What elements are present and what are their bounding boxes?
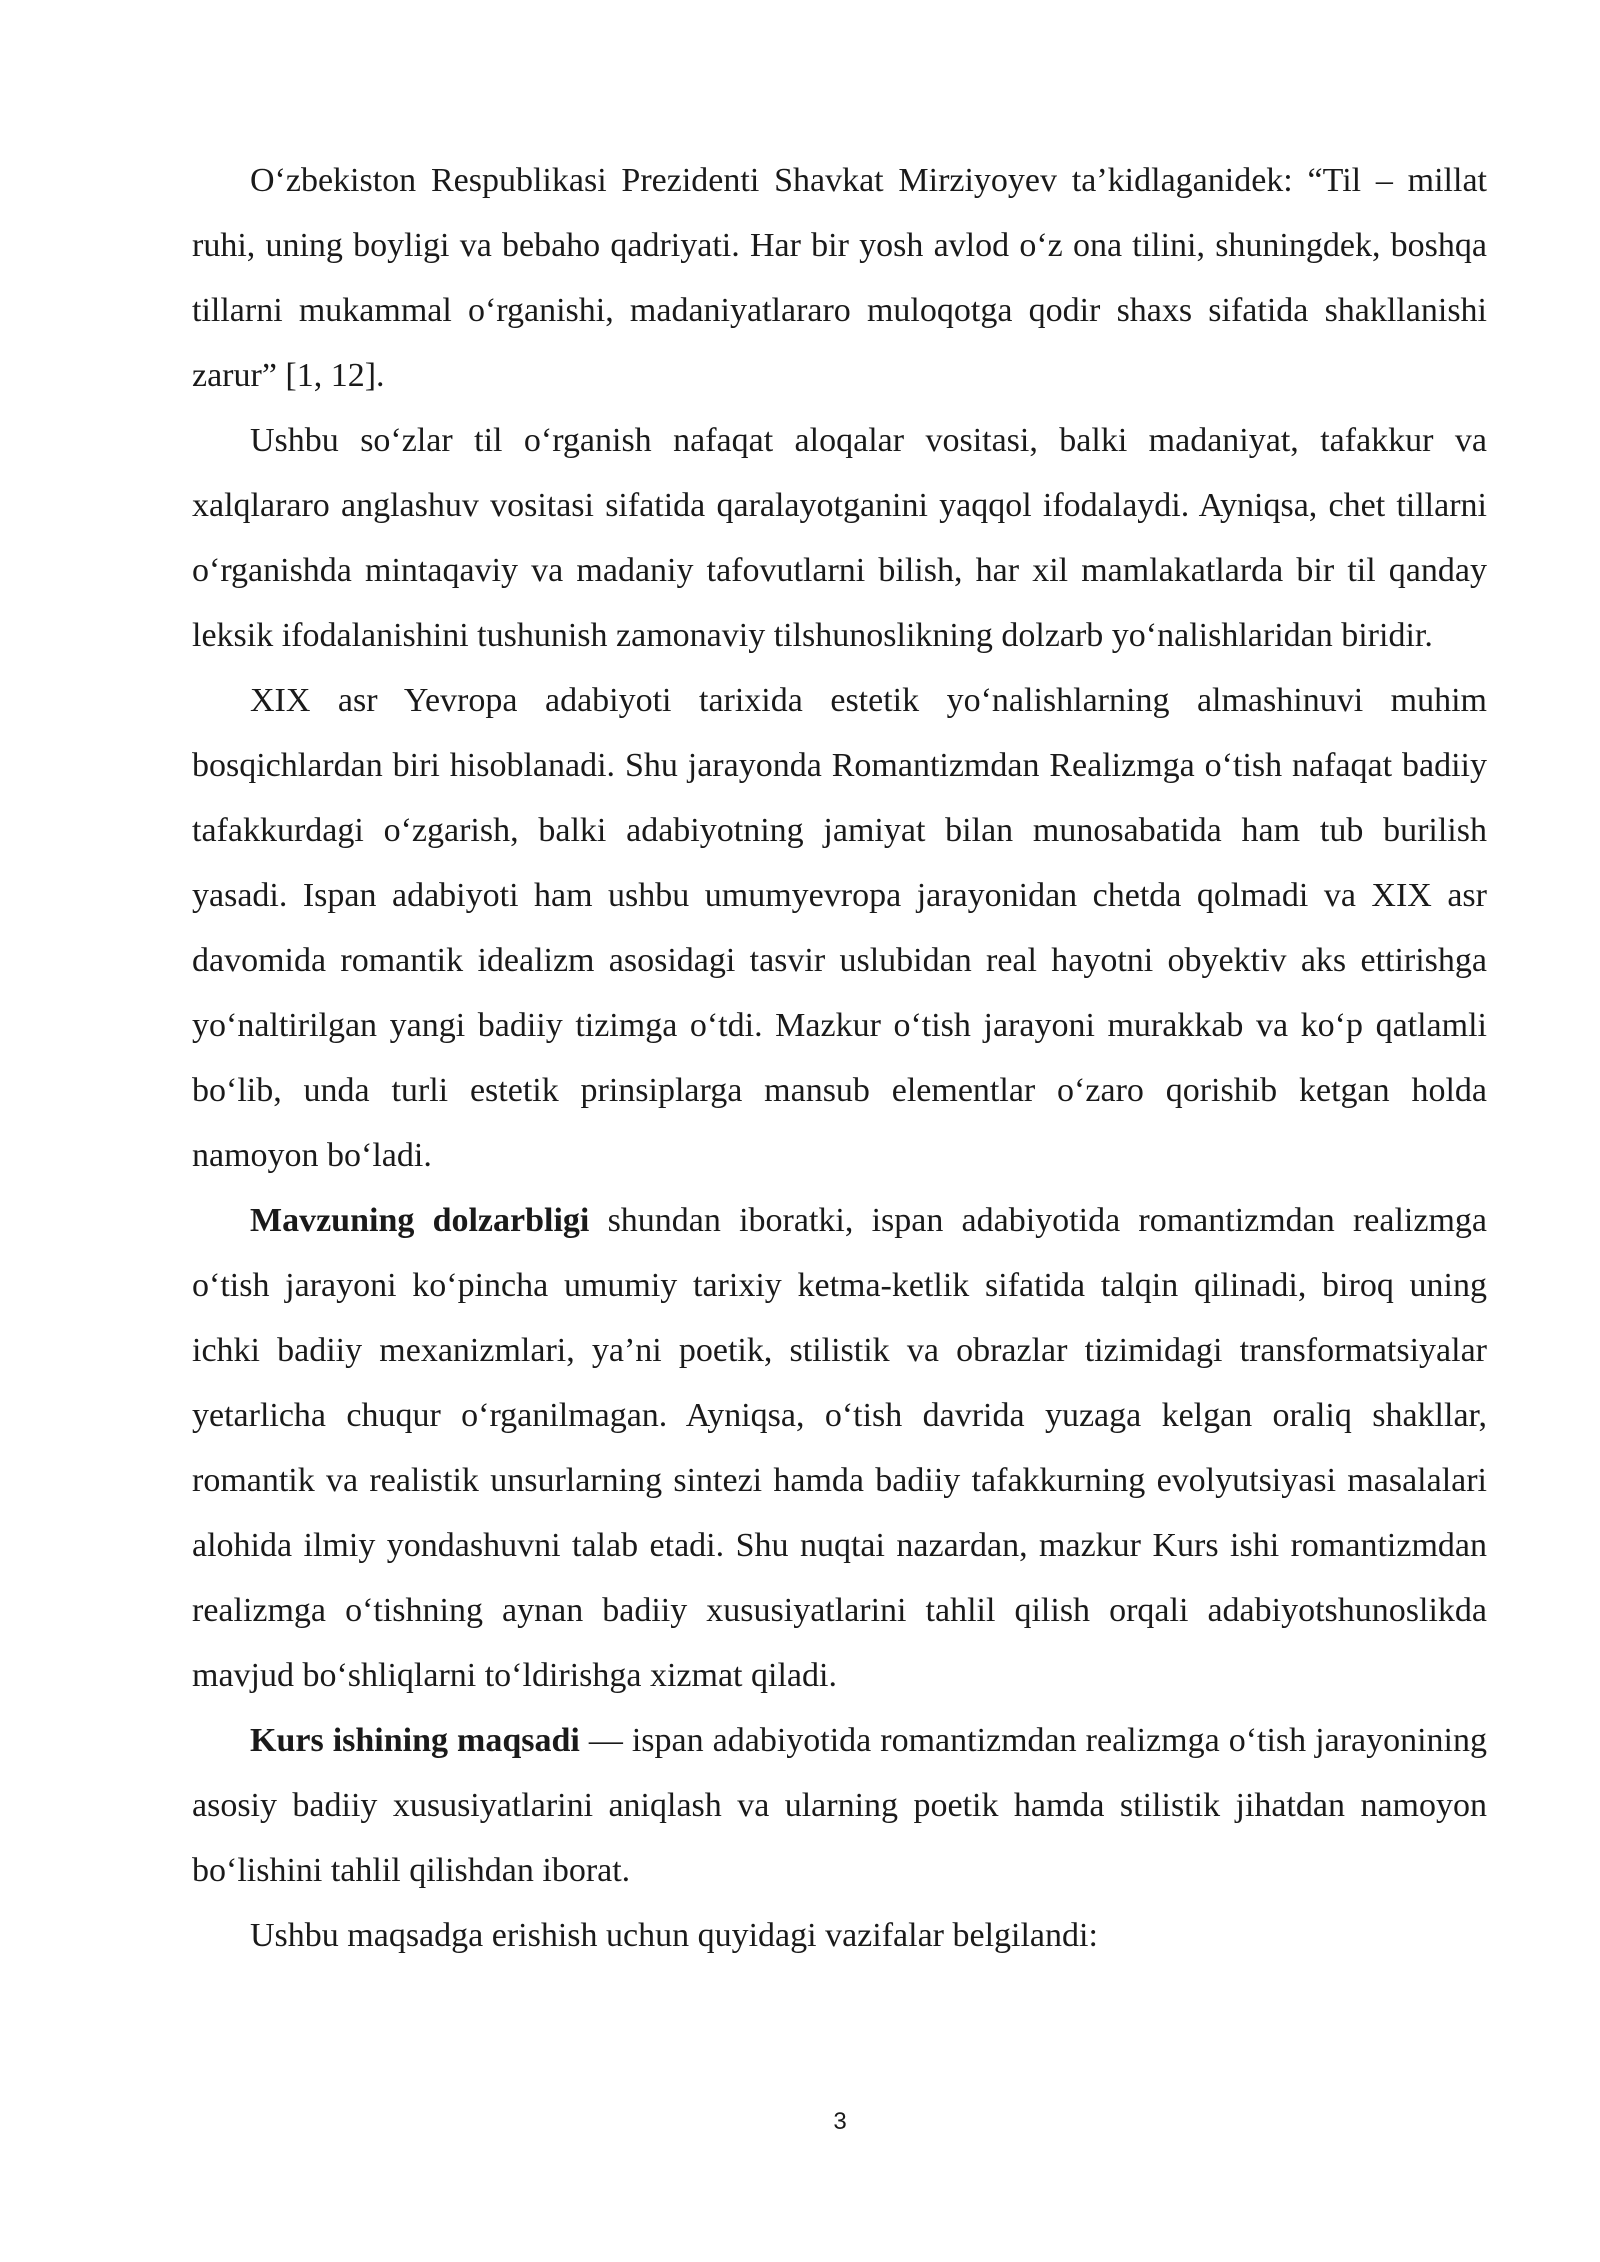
paragraph-relevance (192, 1188, 1487, 1708)
paragraph-text: shundan iboratki, ispan adabiyotida romantizmdan realizmga o‘tish jarayoni ko‘pincha umumiy tarixiy ketma-ketlik sifatida talqin qilinadi, biroq uning ichki badiiy mexanizmlari, ya’ni poetik, stilistik va obrazlar tizimidagi transformatsiyalar yetarlicha chuqur o‘rganilmagan. Ayniqsa, o‘tish davrida yuzaga kelgan oraliq shakllar, romantik va realistik unsurlarning sintezi hamda badiiy tafakkurning evolyutsiyasi masalalari alohida ilmiy yondashuvni talab etadi. Shu nuqtai nazardan, mazkur Kurs ishi romantizmdan realizmga o‘tishning aynan badiiy xususiyatlarini tahlil qilish orqali adabiyotshunoslikda mavjud bo‘shliqlarni to‘ldirishga xizmat qiladi. (192, 1202, 1488, 1694)
paragraph-text: XIX asr Yevropa adabiyoti tarixida estetik yo‘nalishlarning almashinuvi muhim bosqichlardan biri hisoblanadi. Shu jarayonda Romantizmdan Realizmga o‘tish nafaqat badiiy tafakkurdagi o‘zgarish, balki adabiyotning jamiyat bilan munosabatida ham tub burilish yasadi. Ispan adabiyoti ham ushbu umumyevropa jarayonidan chetda qolmadi va XIX asr davomida romantik idealizm asosidagi tasvir uslubidan real hayotni obyektiv aks ettirishga yo‘naltirilgan yangi badiiy tizimga o‘tdi. Mazkur o‘tish jarayoni murakkab va ko‘p qatlamli bo‘lib, unda turli estetik prinsiplarga mansub elementlar o‘zaro qorishib ketgan holda namoyon bo‘ladi. (192, 682, 1487, 1174)
paragraph-text: Ushbu so‘zlar til o‘rganish nafaqat aloqalar vositasi, balki madaniyat, tafakkur va xalqlararo anglashuv vositasi sifatida qaralayotganini yaqqol ifodalaydi. Ayniqsa, chet tillarni o‘rganishda mintaqaviy va madaniy tafovutlarni bilish, har xil mamlakatlarda bir til qanday leksik ifodalanishini tushunish zamonaviy tilshunoslikning dolzarb yo‘nalishlaridan biridir. (192, 422, 1487, 654)
paragraph-goal (192, 1708, 1487, 1903)
paragraph-language-learning (192, 408, 1487, 668)
body-text (192, 148, 1487, 1968)
paragraph-tasks-intro (192, 1903, 1487, 1968)
paragraph-xix-century (192, 668, 1487, 1188)
page-number: 3 (833, 2108, 847, 2135)
paragraph-text: — ispan adabiyotida romantizmdan realizmga o‘tish jarayonining asosiy badiiy xususiyatlarini aniqlash va ularning poetik hamda stilistik jihatdan namoyon bo‘lishini tahlil qilishdan iborat. (192, 1722, 1487, 1889)
paragraph-president-quote (192, 148, 1487, 408)
paragraph-text: Ushbu maqsadga erishish uchun quyidagi vazifalar belgilandi: (250, 1917, 1098, 1954)
paragraph-text: O‘zbekiston Respublikasi Prezidenti Shavkat Mirziyoyev ta’kidlaganidek: “Til – millat ruhi, uning boyligi va bebaho qadriyati. Har bir yosh avlod o‘z ona tilini, shuningdek, boshqa tillarni mukammal o‘rganishi, madaniyatlararo muloqotga qodir shaxs sifatida shakllanishi zarur” [1, 12]. (192, 162, 1487, 394)
goal-heading: Kurs ishining maqsadi (250, 1722, 580, 1759)
relevance-heading: Mavzuning dolzarbligi (250, 1202, 590, 1239)
